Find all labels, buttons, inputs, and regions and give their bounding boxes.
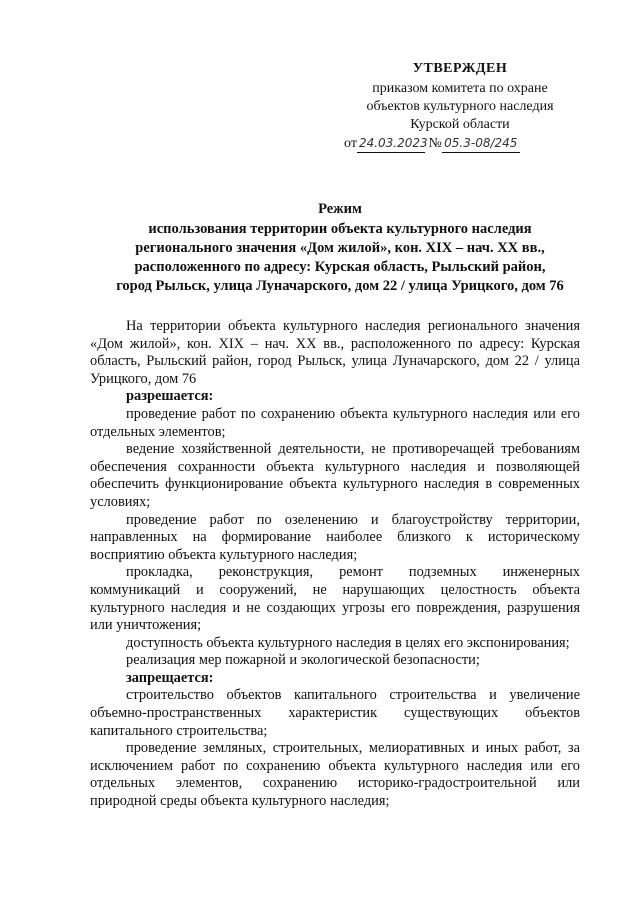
allowed-item: ведение хозяйственной деятельности, не противоречащей требованиям обеспечения сохранности объекта культурного наследия и позволяющей обеспечить функционирование объекта культурного наследия в современных условиях;: [90, 441, 580, 510]
intro-paragraph: На территории объекта культурного наследия регионального значения «Дом жилой», кон. XIX – нач. XX вв., расположенного по адресу: Курская область, Рыльский район, город Рыльск, улица Луначарского, дом 22 / улица Урицкого, дом 76: [90, 318, 580, 387]
title-line: регионального значения «Дом жилой», кон. XIX – нач. XX вв.,: [135, 240, 545, 256]
allowed-item: проведение работ по озеленению и благоустройству территории, направленных на формирование наиболее близкого к историческому восприятию объекта культурного наследия;: [90, 511, 580, 563]
handwritten-date: 24.03.2023: [357, 134, 425, 153]
allowed-item: реализация мер пожарной и экологической безопасности;: [126, 652, 480, 669]
approval-line: приказом комитета по охране: [372, 81, 548, 96]
handwritten-number: 05.3-08/245: [442, 134, 520, 153]
document-title: [60, 200, 620, 296]
forbidden-label: запрещается:: [126, 669, 214, 686]
allowed-item: прокладка, реконструкция, ремонт подземных инженерных коммуникаций и сооружений, не нарушающих целостность объекта культурного наследия и не создающих угрозы его повреждения, разрушения или уничтожения;: [90, 564, 580, 634]
forbidden-item: проведение земляных, строительных, мелиоративных и иных работ, за исключением работ по сохранению объекта культурного наследия или его отдельных элементов, сохранению историко-градостроительной или природной среды объекта культурного наследия;: [90, 740, 580, 810]
approval-heading: УТВЕРЖДЕН: [412, 61, 508, 76]
document-body: [90, 318, 580, 811]
approval-line: объектов культурного наследия: [366, 99, 554, 114]
title-line: расположенного по адресу: Курская область, Рыльский район,: [134, 259, 546, 275]
allowed-item: доступность объекта культурного наследия в целях его экспонирования;: [126, 634, 570, 651]
allowed-label: разрешается:: [126, 388, 214, 405]
approval-block: [340, 60, 580, 153]
approval-line: Курской области: [410, 117, 510, 132]
title-line: Режим: [318, 201, 362, 217]
approval-date-line: [340, 134, 580, 153]
title-line: использования территории объекта культурного наследия: [148, 221, 532, 237]
forbidden-item: строительство объектов капитального строительства и увеличение объемно-пространственных характеристик существующих объектов капитального строительства;: [90, 687, 580, 739]
number-sign: №: [428, 136, 442, 151]
date-prefix: от: [344, 136, 357, 151]
allowed-item: проведение работ по сохранению объекта культурного наследия или его отдельных элементов;: [90, 405, 580, 440]
title-line: город Рыльск, улица Луначарского, дом 22 / улица Урицкого, дом 76: [116, 278, 564, 294]
